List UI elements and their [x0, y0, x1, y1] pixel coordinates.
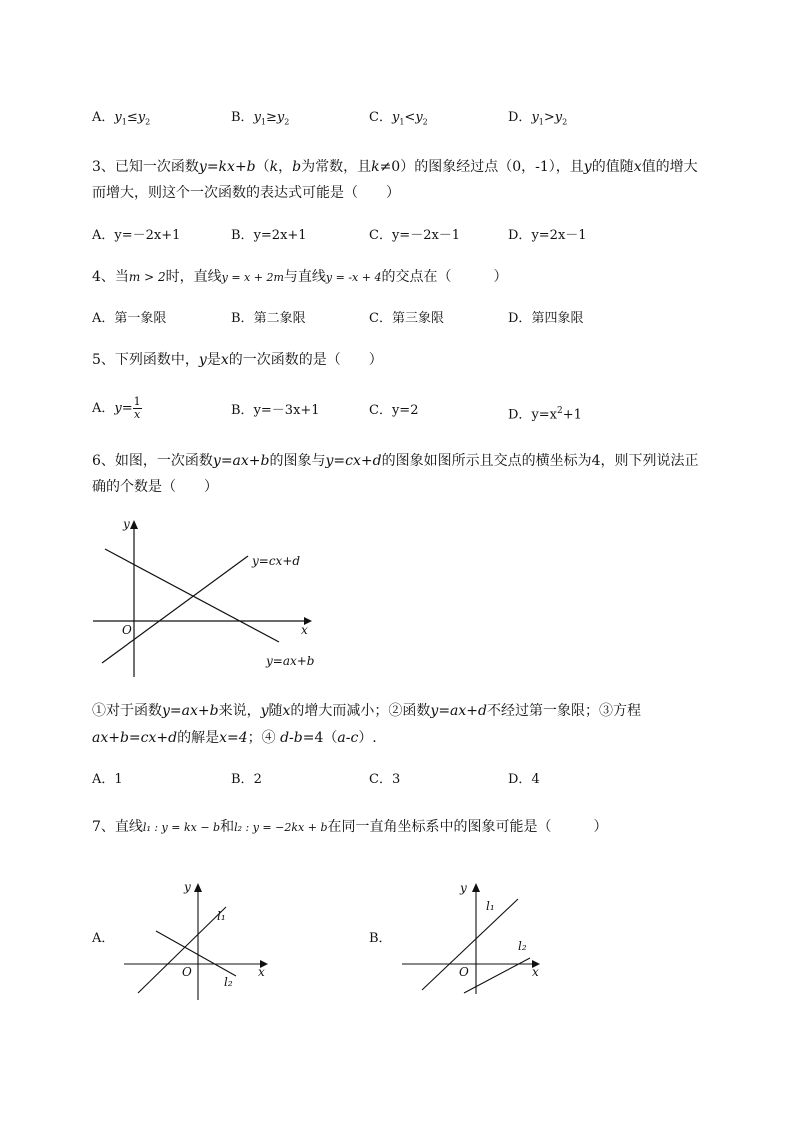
x-axis-label: x: [301, 623, 308, 637]
line-ax-b-label: y=ax+b: [266, 654, 315, 668]
line-l2: [464, 958, 530, 993]
q6-stem-line2: 确的个数是（ ）: [92, 479, 218, 495]
q7-graph-a: [120, 878, 280, 1008]
q4-option-d: D．第四象限: [508, 311, 584, 326]
q6-option-a: A．1: [92, 772, 123, 787]
line-l2-label: l₂: [224, 975, 233, 989]
q5-option-d: D．$y=x^2+1$: [508, 406, 582, 423]
q7-stem: 7、直线l₁ : y = kx − b和l₂ : y = −2kx + b在同一直角坐标系中的图象可能是（ ）: [92, 819, 608, 835]
q3-option-a: A．y=－2x+1: [92, 228, 181, 243]
y-axis-arrow: [472, 883, 480, 892]
q7-graph-b: [398, 876, 558, 1006]
q4-option-a: A．第一象限: [92, 311, 167, 326]
y-axis-label: y: [184, 880, 191, 894]
q3-option-d: D．y=2x－1: [508, 228, 587, 243]
q4-option-c: C．第三象限: [369, 311, 444, 326]
option-a: A．$y_1\le y_2$: [92, 110, 151, 127]
line-l1: [138, 907, 226, 993]
line-cx-d-label: y=cx+d: [252, 554, 301, 568]
option-c: C．$y_1<y_2$: [369, 110, 428, 127]
x-axis-label: x: [258, 965, 265, 979]
y-axis-arrow: [130, 520, 138, 529]
q3-stem-line1: 3、已知一次函数y=kx+b（k，b为常数，且k≠0）的图象经过点（0，-1），且y的值随x值的增大: [92, 159, 698, 175]
line-l1-label: l₁: [217, 909, 226, 923]
q3-stem-line2: 而增大，则这个一次函数的表达式可能是（ ）: [92, 185, 400, 201]
fraction: $\frac{1}{x}$: [133, 395, 141, 421]
q6-statements-line2: ax+b=cx+d的解是x=4；④ d-b=4（a-c）.: [92, 730, 377, 746]
q3-option-c: C．y=－2x－1: [369, 228, 461, 243]
origin-label: O: [182, 965, 192, 979]
origin-label: O: [122, 623, 132, 637]
q3-option-b: B．y=2x+1: [231, 228, 307, 243]
y-axis-label: y: [460, 881, 467, 895]
q6-graph: [90, 515, 320, 680]
x-axis-label: x: [532, 965, 539, 979]
q6-statements-line1: ①对于函数y=ax+b来说，y随x的增大而减小；②函数y=ax+d不经过第一象限；③方程: [92, 703, 641, 719]
line-l1-label: l₁: [486, 899, 495, 913]
y-axis-arrow: [194, 883, 202, 892]
q5-option-b: B．y=－3x+1: [231, 403, 320, 418]
line-cx-d: [102, 556, 248, 663]
option-b: B．$y_1\ge y_2$: [231, 110, 290, 127]
q6-option-b: B．2: [231, 772, 262, 787]
q4-option-b: B．第二象限: [231, 311, 306, 326]
option-d: D．$y_1>y_2$: [508, 110, 568, 127]
q4-stem: 4、当m > 2时，直线y = x + 2m与直线y = -x + 4的交点在（ ）: [92, 269, 508, 285]
q5-stem: 5、下列函数中，y是x的一次函数的是（ ）: [92, 352, 383, 368]
q5-option-c: C．y=2: [369, 403, 419, 418]
line-l2: [156, 931, 236, 976]
q5-option-a: A．y= $\frac{1}{x}$: [92, 395, 141, 421]
q7-graph-b-label: B．: [369, 931, 392, 946]
origin-label: O: [459, 965, 469, 979]
line-l1: [422, 899, 518, 990]
q7-graph-a-label: A．: [92, 931, 115, 946]
q6-option-c: C．3: [369, 772, 401, 787]
y-axis-label: y: [123, 517, 130, 531]
q6-option-d: D．4: [508, 772, 540, 787]
line-l2-label: l₂: [518, 939, 527, 953]
q6-stem-line1: 6、如图，一次函数y=ax+b的图象与y=cx+d的图象如图所示且交点的横坐标为4，则下列说法正: [92, 453, 699, 469]
